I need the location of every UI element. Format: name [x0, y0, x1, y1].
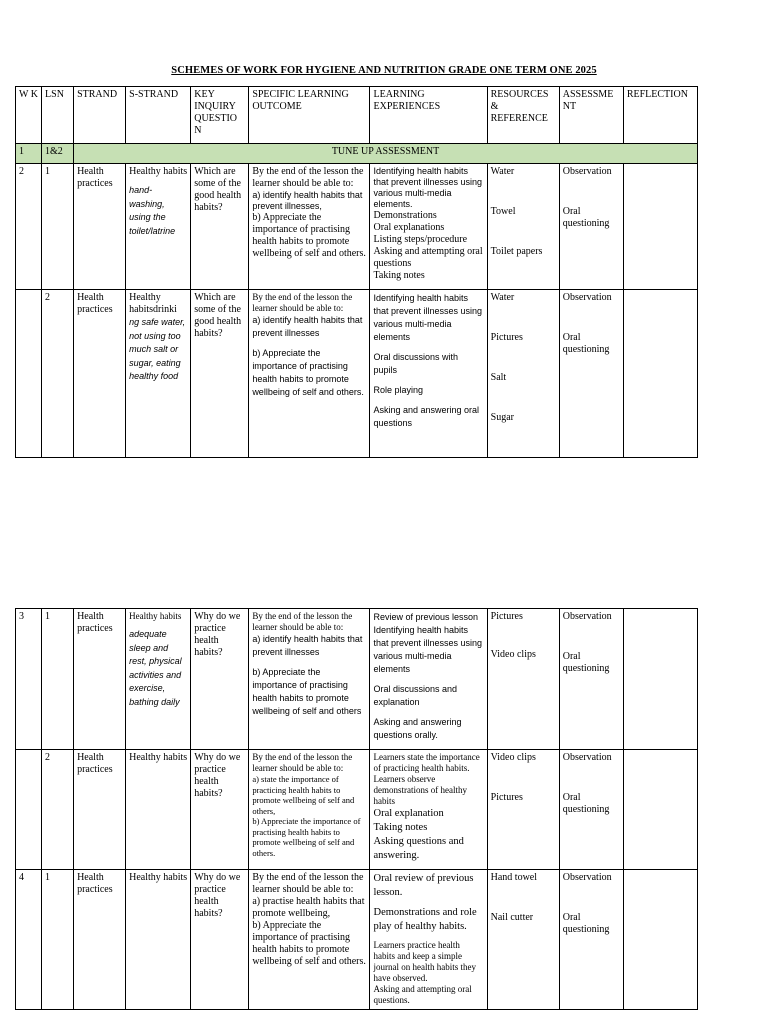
tune-up-label: TUNE UP ASSESSMENT: [74, 144, 698, 164]
table-row: [16, 609, 698, 750]
row-s-strand: [126, 290, 191, 458]
experience-item: Asking and answering oral questions: [373, 405, 480, 428]
header-reflection: REFLECTION: [623, 87, 697, 144]
row-wk: 4: [16, 870, 42, 1010]
experience-item: Identifying health habits that prevent illnesses using various multi-media elements: [373, 293, 483, 342]
row-reflection: [623, 609, 697, 750]
row-lsn: 2: [42, 290, 74, 458]
outcome-intro: By the end of the lesson the learner should be able to:: [252, 752, 353, 773]
row-assessment: [559, 164, 623, 290]
assessment-item: Oral questioning: [562, 332, 610, 355]
s-strand-detail: ng safe water, not using too much salt or sugar, eating healthy food: [129, 317, 186, 381]
header-s-strand: S-STRAND: [126, 87, 191, 144]
header-learning-outcome: SPECIFIC LEARNING OUTCOME: [249, 87, 370, 144]
scheme-table-page-2: [15, 608, 698, 1010]
resource-item: Salt: [490, 372, 507, 383]
row-learning-experiences: [370, 609, 487, 750]
experience-item: Learners practice health habits and keep a simple journal on health habits they have observed.: [373, 940, 476, 983]
s-strand-title: Healthy habits: [129, 611, 182, 621]
outcome-a: a) identify health habits that prevent illnesses,: [252, 190, 363, 211]
outcome-intro: By the end of the lesson the learner should be able to:: [252, 292, 353, 313]
experience-item: Demonstrations: [373, 210, 437, 221]
resource-item: Nail cutter: [490, 912, 534, 923]
assessment-item: Oral questioning: [562, 206, 610, 229]
header-key-inquiry: KEY INQUIRY QUESTIO N: [191, 87, 249, 144]
row-key-inquiry: Why do we practice health habits?: [191, 750, 249, 870]
s-strand-title: Healthy habits: [129, 166, 188, 177]
row-s-strand: [126, 750, 191, 870]
header-assessment: ASSESSME NT: [559, 87, 623, 144]
experience-item: Asking and attempting oral questions.: [373, 984, 472, 1005]
row-learning-experiences: [370, 290, 487, 458]
row-learning-experiences: [370, 870, 487, 1010]
row-s-strand: [126, 164, 191, 290]
row-strand: Health practices: [74, 164, 126, 290]
resource-item: Water: [490, 292, 515, 303]
row-resources: [487, 290, 559, 458]
experience-item: Taking notes: [373, 270, 425, 281]
experience-item: Demonstrations and role play of healthy habits.: [373, 907, 477, 932]
table-row: [16, 750, 698, 870]
row-reflection: [623, 750, 697, 870]
row-learning-experiences: [370, 750, 487, 870]
experience-item: Identifying health habits that prevent illnesses using various multi-media elements.: [373, 166, 483, 209]
assessment-item: Observation: [562, 166, 612, 177]
row-key-inquiry: Why do we practice health habits?: [191, 609, 249, 750]
row-strand: Health practices: [74, 750, 126, 870]
row-wk: [16, 290, 42, 458]
resource-item: Water: [490, 166, 515, 177]
row-strand: Health practices: [74, 870, 126, 1010]
experience-item: Asking and answering questions orally.: [373, 717, 462, 740]
table-row: [16, 164, 698, 290]
outcome-b: b) Appreciate the importance of practising health habits to promote wellbeing of self and others: [252, 667, 362, 716]
experience-item: Learners state the importance of practicing health habits.: [373, 752, 480, 773]
row-lsn: 1: [42, 870, 74, 1010]
row-assessment: [559, 609, 623, 750]
experience-item: Listing steps/procedure: [373, 234, 468, 245]
resource-item: Pictures: [490, 332, 523, 343]
row-key-inquiry: Which are some of the good health habits?: [191, 290, 249, 458]
outcome-a: a) identify health habits that prevent illnesses: [252, 315, 363, 338]
assessment-item: Observation: [562, 611, 612, 622]
resource-item: Toilet papers: [490, 246, 543, 257]
tune-up-row: [16, 144, 698, 164]
row-lsn: 2: [42, 750, 74, 870]
experience-item: Oral explanations: [373, 222, 445, 233]
header-resources: RESOURCES & REFERENCE: [487, 87, 559, 144]
experience-item: Oral explanation: [373, 808, 444, 819]
resource-item: Video clips: [490, 752, 536, 763]
header-lsn: LSN: [42, 87, 74, 144]
header-strand: STRAND: [74, 87, 126, 144]
header-row: [16, 87, 698, 144]
header-wk: W K: [16, 87, 42, 144]
experience-item: Role playing: [373, 385, 424, 395]
resource-item: Towel: [490, 206, 516, 217]
assessment-item: Oral questioning: [562, 912, 610, 935]
row-assessment: [559, 870, 623, 1010]
tune-up-lsn: 1&2: [42, 144, 74, 164]
outcome-b: b) Appreciate the importance of practising health habits to promote wellbeing of self and others.: [252, 348, 364, 397]
row-learning-outcome: [249, 164, 370, 290]
s-strand-detail: adequate sleep and rest, physical activities and exercise, bathing daily: [129, 629, 182, 707]
assessment-item: Oral questioning: [562, 792, 610, 815]
row-strand: Health practices: [74, 609, 126, 750]
tune-up-wk: 1: [16, 144, 42, 164]
outcome-intro: By the end of the lesson the learner should be able to:: [252, 166, 364, 189]
row-assessment: [559, 290, 623, 458]
experience-item: Identifying health habits that prevent illnesses using various multi-media elements: [373, 625, 483, 674]
experience-item: Learners observe demonstrations of healthy habits: [373, 774, 467, 806]
row-assessment: [559, 750, 623, 870]
row-lsn: 1: [42, 609, 74, 750]
row-reflection: [623, 870, 697, 1010]
experience-item: Oral discussions with pupils: [373, 352, 459, 375]
outcome-a: a) practise health habits that promote wellbeing,: [252, 896, 365, 919]
experience-item: Oral discussions and explanation: [373, 684, 458, 707]
row-wk: 3: [16, 609, 42, 750]
resource-item: Video clips: [490, 649, 536, 660]
header-learning-experiences: LEARNING EXPERIENCES: [370, 87, 487, 144]
s-strand-title: Healthy habitsdrinki: [129, 292, 177, 315]
assessment-item: Observation: [562, 872, 612, 883]
resource-item: Sugar: [490, 412, 514, 423]
experience-item: Asking questions and answering.: [373, 836, 464, 861]
outcome-b: b) Appreciate the importance of practising health habits to promote wellbeing of self and others.: [252, 212, 366, 259]
document-title: SCHEMES OF WORK FOR HYGIENE AND NUTRITION GRADE ONE TERM ONE 2025: [171, 65, 597, 76]
s-strand-title: Healthy habits: [129, 872, 188, 883]
row-strand: Health practices: [74, 290, 126, 458]
outcome-intro: By the end of the lesson the learner should be able to:: [252, 611, 353, 632]
row-learning-outcome: [249, 870, 370, 1010]
row-learning-outcome: [249, 609, 370, 750]
resource-item: Pictures: [490, 792, 523, 803]
row-wk: 2: [16, 164, 42, 290]
row-resources: [487, 870, 559, 1010]
row-s-strand: [126, 870, 191, 1010]
outcome-b: b) Appreciate the importance of practising health habits to promote wellbeing of self and others.: [252, 816, 361, 858]
row-lsn: 1: [42, 164, 74, 290]
row-reflection: [623, 164, 697, 290]
row-resources: [487, 164, 559, 290]
row-reflection: [623, 290, 697, 458]
experience-item: Taking notes: [373, 822, 428, 833]
table-row: [16, 290, 698, 458]
experience-item: Oral review of previous lesson.: [373, 873, 474, 898]
row-learning-experiences: [370, 164, 487, 290]
row-resources: [487, 609, 559, 750]
row-learning-outcome: [249, 750, 370, 870]
row-resources: [487, 750, 559, 870]
outcome-a: a) identify health habits that prevent illnesses: [252, 634, 363, 657]
assessment-item: Observation: [562, 752, 612, 763]
experience-item: Review of previous lesson: [373, 612, 479, 622]
resource-item: Pictures: [490, 611, 523, 622]
row-wk: [16, 750, 42, 870]
row-learning-outcome: [249, 290, 370, 458]
outcome-a: a) state the importance of practicing health habits to promote wellbeing of self and others,: [252, 774, 355, 816]
s-strand-detail: hand-washing, using the toilet/latrine: [129, 185, 176, 236]
assessment-item: Oral questioning: [562, 651, 610, 674]
table-row: [16, 870, 698, 1010]
outcome-intro: By the end of the lesson the learner should be able to:: [252, 872, 364, 895]
scheme-table-page-1: [15, 86, 698, 458]
assessment-item: Observation: [562, 292, 612, 303]
row-key-inquiry: Which are some of the good health habits?: [191, 164, 249, 290]
row-s-strand: [126, 609, 191, 750]
experience-item: Asking and attempting oral questions: [373, 246, 483, 269]
s-strand-title: Healthy habits: [129, 752, 188, 763]
resource-item: Hand towel: [490, 872, 538, 883]
row-key-inquiry: Why do we practice health habits?: [191, 870, 249, 1010]
outcome-b: b) Appreciate the importance of practising health habits to promote wellbeing of self and others.: [252, 920, 366, 967]
